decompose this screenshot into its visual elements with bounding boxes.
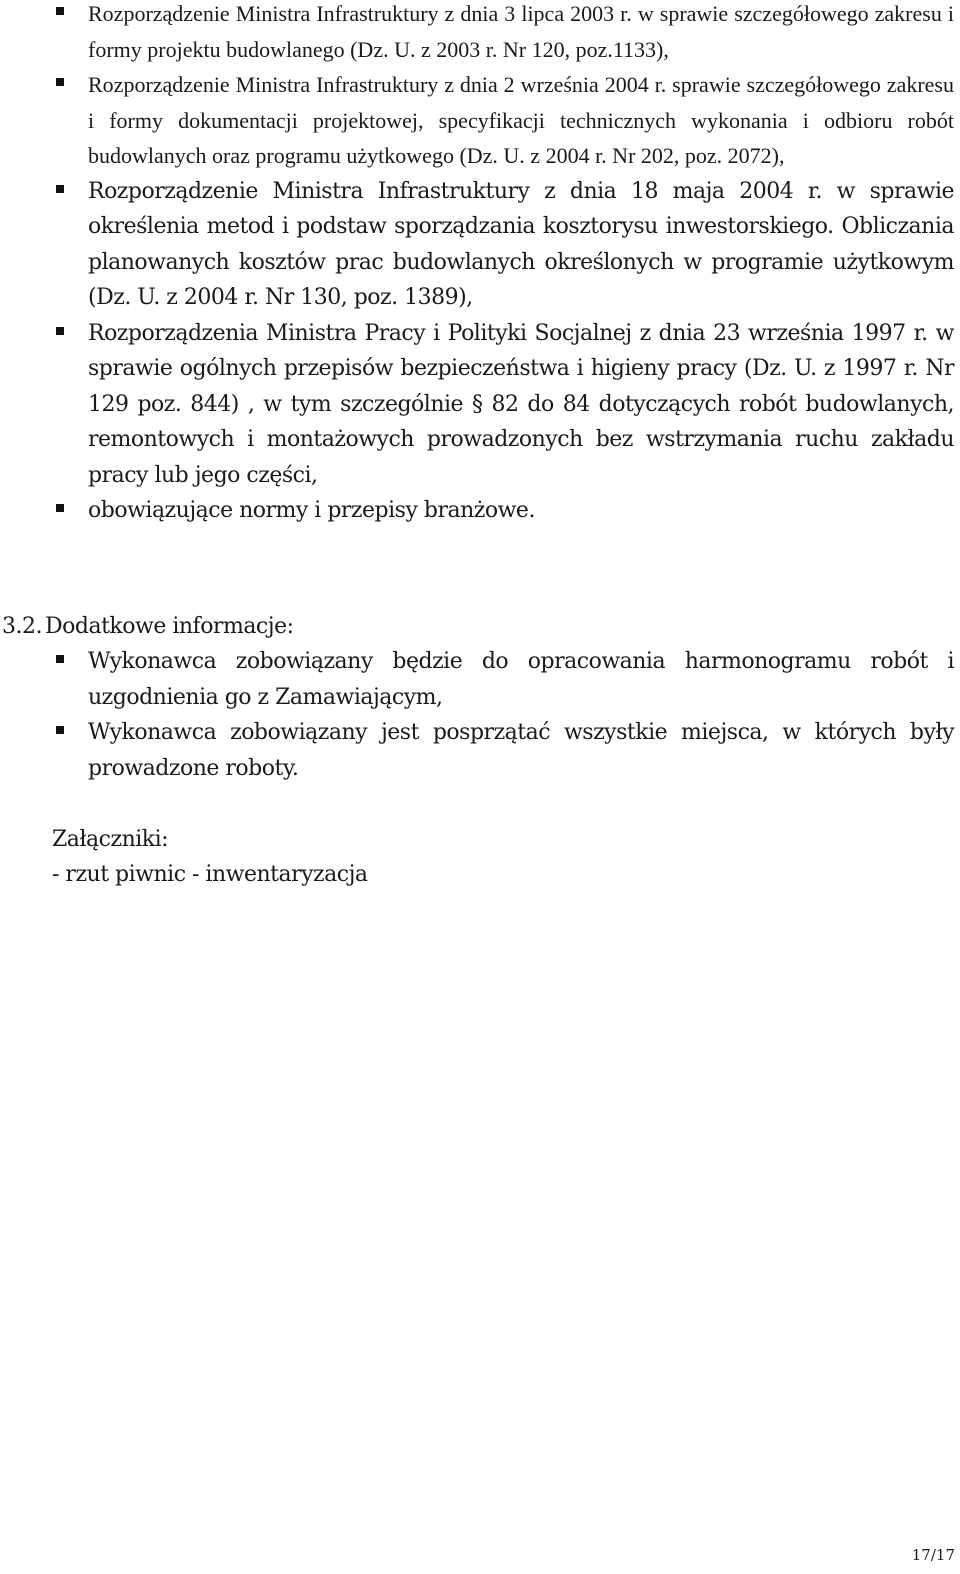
attachments-item: - rzut piwnic - inwentaryzacja (52, 862, 368, 887)
list-item: Rozporządzenia Ministra Pracy i Polityki Socjalnej z dnia 23 września 1997 r. w sprawie ogólnych przepisów bezpieczeństwa i higieny pracy (Dz. U. z 1997 r. Nr 129 poz. 844) , w tym szczególnie § 82 do 84 dotyczących robót budowlanych, remontowych i montażowych prowadzonych bez wstrzymania ruchu zakładu pracy lub jego części, (52, 316, 954, 494)
list-item: Rozporządzenie Ministra Infrastruktury z dnia 2 września 2004 r. sprawie szczegółowego zakresu i formy dokumentacji projektowej, specyfikacji technicznych wykonania i odbioru robót budowlanych oraz programu użytkowego (Dz. U. z 2004 r. Nr 202, poz. 2072), (52, 67, 954, 174)
list-item: Rozporządzenie Ministra Infrastruktury z dnia 3 lipca 2003 r. w sprawie szczegółowego zakresu i formy projektu budowlanego (Dz. U. z 2003 r. Nr 120, poz.1133), (52, 0, 954, 67)
section-heading (2, 611, 294, 643)
section-number: 3.2. (2, 614, 42, 639)
page-number: 17/17 (911, 1546, 955, 1564)
list-item: obowiązujące normy i przepisy branżowe. (52, 493, 954, 529)
additional-info-list (52, 644, 954, 786)
attachments-title: Załączniki: (52, 827, 169, 852)
list-item: Wykonawca zobowiązany jest posprzątać wszystkie miejsca, w których były prowadzone roboty. (52, 715, 954, 786)
section-title: Dodatkowe informacje: (45, 614, 294, 639)
regulations-list (52, 0, 954, 529)
list-item: Rozporządzenie Ministra Infrastruktury z dnia 18 maja 2004 r. w sprawie określenia metod i podstaw sporządzania kosztorysu inwestorskiego. Obliczania planowanych kosztów prac budowlanych określonych w programie użytkowym (Dz. U. z 2004 r. Nr 130, poz. 1389), (52, 174, 954, 316)
list-item: Wykonawca zobowiązany będzie do opracowania harmonogramu robót i uzgodnienia go z Zamawiającym, (52, 644, 954, 715)
